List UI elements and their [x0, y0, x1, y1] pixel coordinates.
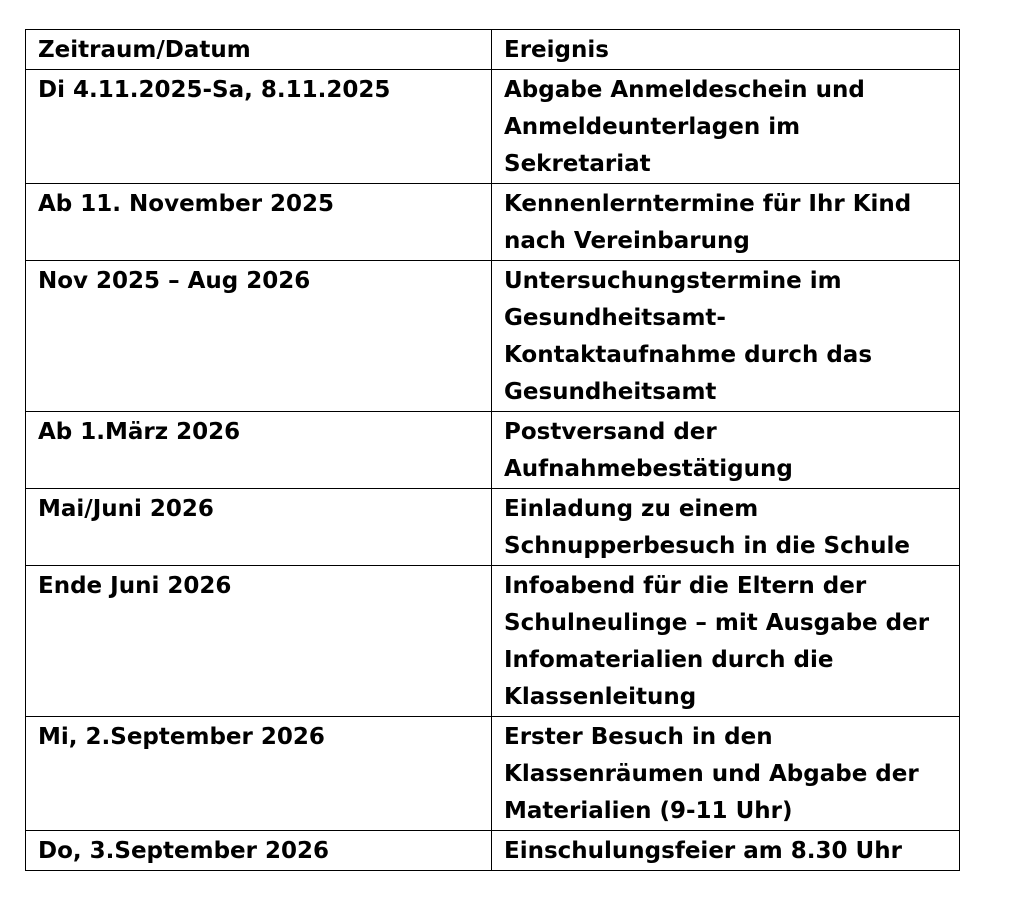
date-text: Ende Juni 2026: [38, 573, 232, 599]
event-cell: [492, 831, 960, 871]
date-text: Mai/Juni 2026: [38, 496, 214, 522]
event-cell: [492, 70, 960, 184]
event-cell: [492, 489, 960, 566]
date-cell: [26, 184, 492, 261]
table-row: [26, 717, 960, 831]
table-row: [26, 412, 960, 489]
date-text: Ab 11. November 2025: [38, 191, 335, 217]
event-cell: [492, 184, 960, 261]
header-event-label: Ereignis: [504, 37, 609, 63]
schedule-table: [25, 29, 960, 871]
date-cell: [26, 412, 492, 489]
table-row: [26, 831, 960, 871]
date-text: Nov 2025 – Aug 2026: [38, 268, 311, 294]
event-text: Einschulungsfeier am 8.30 Uhr: [504, 838, 902, 864]
date-cell: [26, 70, 492, 184]
date-text: Ab 1.März 2026: [38, 419, 241, 445]
event-cell: [492, 717, 960, 831]
date-text: Do, 3.September 2026: [38, 838, 329, 864]
event-cell: [492, 261, 960, 412]
table-row: [26, 489, 960, 566]
table-header-row: [26, 30, 960, 70]
table-row: [26, 70, 960, 184]
date-cell: [26, 566, 492, 717]
event-cell: [492, 566, 960, 717]
column-header-event: [492, 30, 960, 70]
table-row: [26, 261, 960, 412]
date-cell: [26, 261, 492, 412]
event-text: Postversand der Aufnahmebestätigung: [504, 419, 793, 482]
date-cell: [26, 717, 492, 831]
event-text: Untersuchungstermine im Gesundheitsamt- Kontaktaufnahme durch das Gesundheitsamt: [504, 268, 873, 405]
event-cell: [492, 412, 960, 489]
event-text: Erster Besuch in den Klassenräumen und Abgabe der Materialien (9-11 Uhr): [504, 724, 919, 824]
table-row: [26, 184, 960, 261]
header-date-label: Zeitraum/Datum: [38, 37, 251, 63]
date-cell: [26, 831, 492, 871]
date-cell: [26, 489, 492, 566]
column-header-date: [26, 30, 492, 70]
event-text: Einladung zu einem Schnupperbesuch in die Schule: [504, 496, 910, 559]
event-text: Infoabend für die Eltern der Schulneulinge – mit Ausgabe der Infomaterialien durch die Klassenleitung: [504, 573, 930, 710]
table-row: [26, 566, 960, 717]
event-text: Kennenlerntermine für Ihr Kind nach Vereinbarung: [504, 191, 912, 254]
date-text: Mi, 2.September 2026: [38, 724, 325, 750]
event-text: Abgabe Anmeldeschein und Anmeldeunterlagen im Sekretariat: [504, 77, 865, 177]
date-text: Di 4.11.2025-Sa, 8.11.2025: [38, 77, 391, 103]
